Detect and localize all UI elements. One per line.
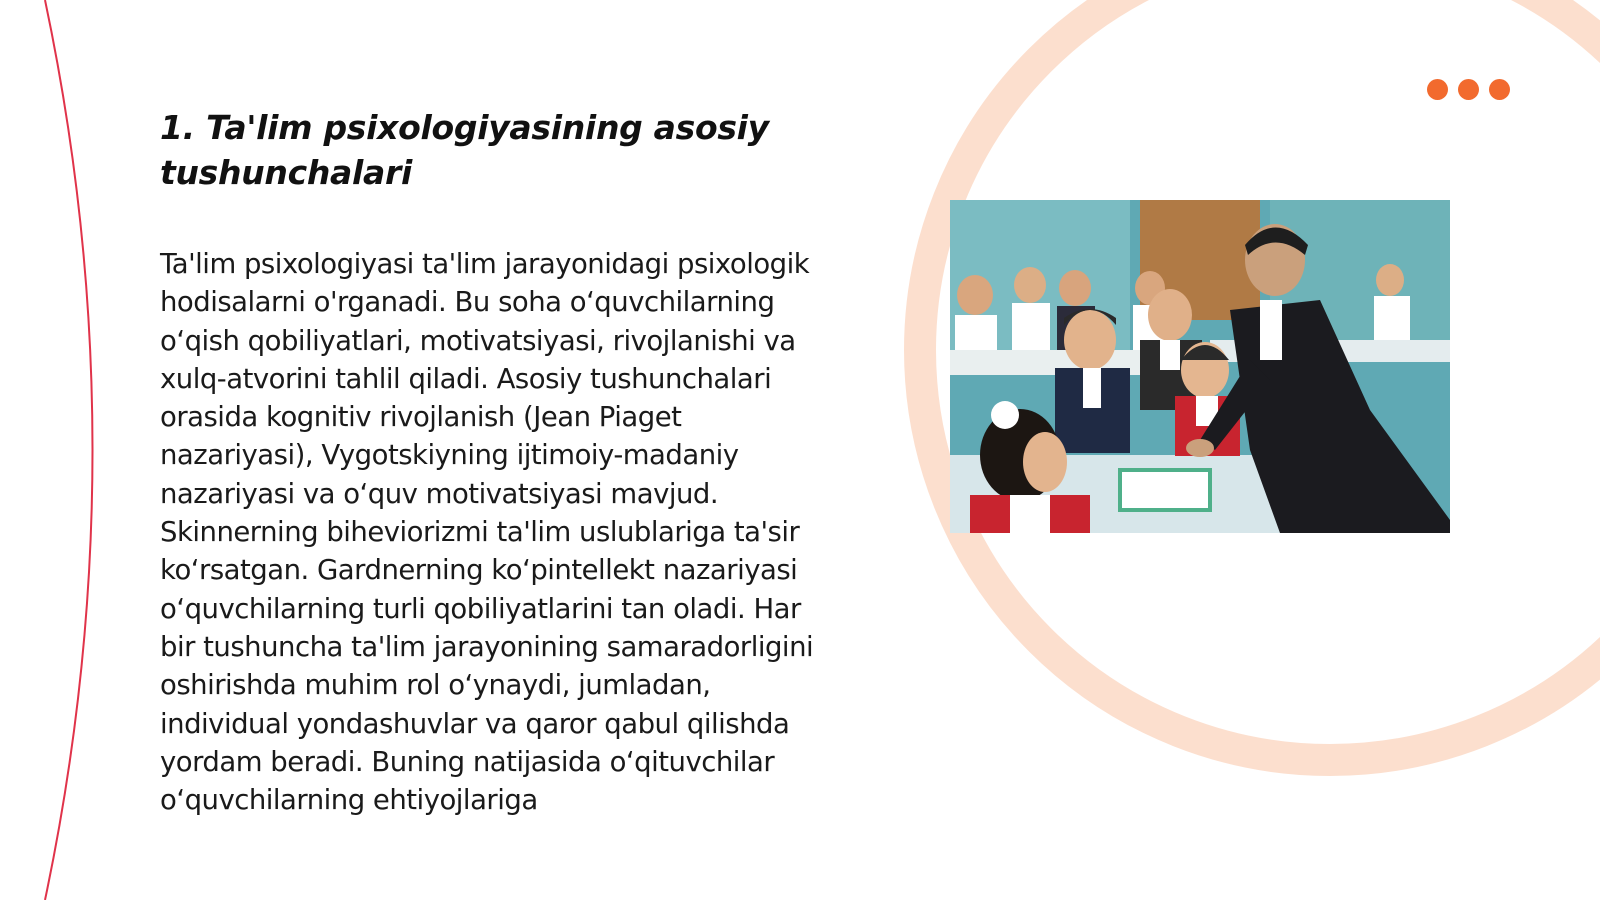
dot-1 bbox=[1427, 79, 1448, 100]
dot-3 bbox=[1489, 79, 1510, 100]
slide-title: 1. Ta'lim psixologiyasining asosiy tushunchalari bbox=[160, 108, 769, 192]
more-dots-icon[interactable] bbox=[1427, 79, 1513, 101]
classroom-photo bbox=[950, 200, 1450, 533]
slide-body-text: Ta'lim psixologiyasi ta'lim jarayonidagi psixologik hodisalarni o'rganadi. Bu soha o‘quvchilarning o‘qish qobiliyatlari, motivatsiyasi, rivojlanishi va xulq-atvorini tahlil qiladi. Asosiy tushunchalari orasida kognitiv rivojlanish (Jean Piaget nazariyasi), Vygotskiyning ijtimoiy-madaniy nazariyasi va o‘quv motivatsiyasi mavjud. Skinnerning biheviorizmi ta'lim uslublariga ta'sir ko‘rsatgan. Gardnerning ko‘pintellekt nazariyasi o‘quvchilarning turli qobiliyatlarini tan oladi. Har bir tushuncha ta'lim jarayonining samaradorligini oshirishda muhim rol o‘ynaydi, jumladan, individual yondashuvlar va qaror qabul qilishda yordam beradi. Buning natijasida o‘qituvchilar o‘quvchilarning ehtiyojlariga bbox=[160, 248, 814, 817]
dot-2 bbox=[1458, 79, 1479, 100]
left-curve-line bbox=[45, 0, 93, 900]
